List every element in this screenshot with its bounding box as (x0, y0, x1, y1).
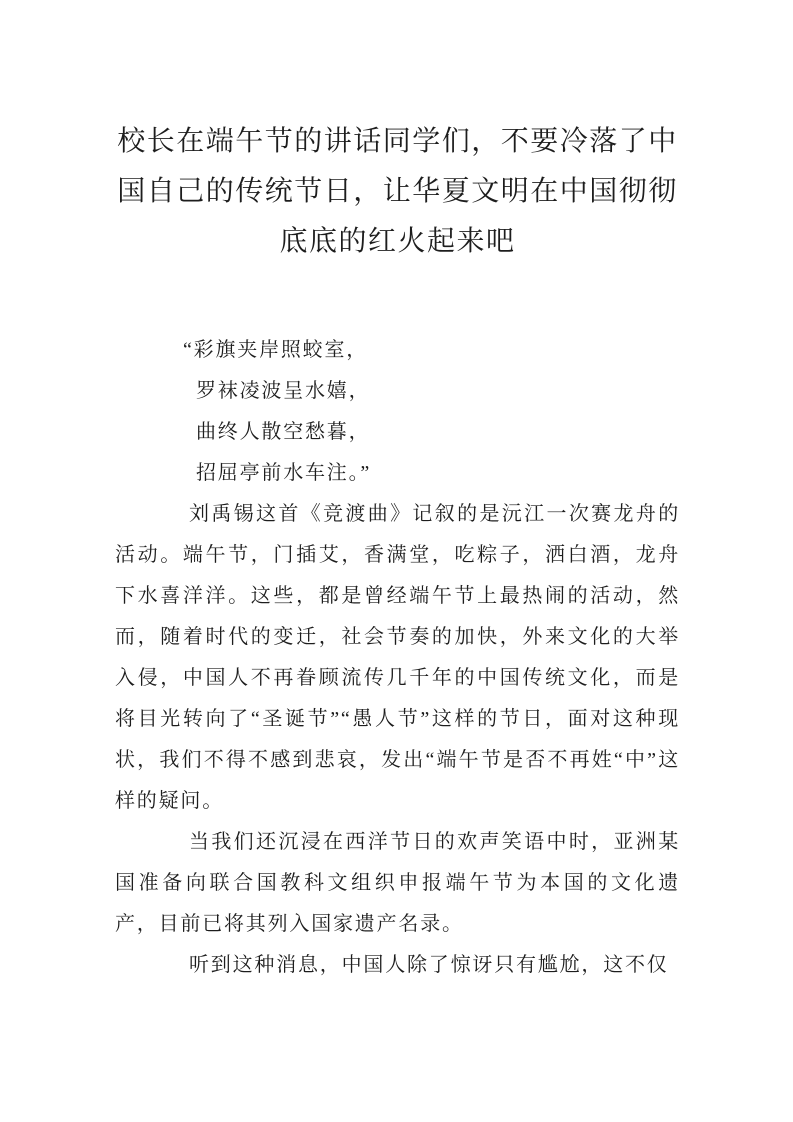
paragraph: 听到这种消息，中国人除了惊讶只有尴尬，这不仅 (189, 954, 669, 976)
poem-line: 罗袜凌波呈水嬉， (196, 380, 371, 402)
poem-line: 曲终人散空愁暮， (196, 421, 371, 443)
paragraph: 当我们还沉浸在西洋节日的欢声笑语中时，亚洲某国准备向联合国教科文组织申报端午节为本国的文化遗产，目前已将其列入国家遗产名录。 (115, 831, 680, 935)
document-body (115, 330, 680, 986)
paragraph: 刘禹锡这首《竞渡曲》记叙的是沅江一次赛龙舟的活动。端午节，门插艾，香满堂，吃粽子，洒白酒，龙舟下水喜洋洋。这些，都是曾经端午节上最热闹的活动，然而，随着时代的变迁，社会节奏的加快，外来文化的大举入侵，中国人不再眷顾流传几千年的中国传统文化，而是将目光转向了“圣诞节”“愚人节”这样的节日，面对这种现状，我们不得不感到悲哀，发出“端午节是否不再姓“中”这样的疑问。 (115, 503, 680, 812)
poem-block (115, 330, 680, 494)
poem-line: “彩旗夹岸照蛟室， (183, 339, 369, 361)
document-title: 校长在端午节的讲话同学们，不要冷落了中国自己的传统节日，让华夏文明在中国彻彻底底的红火起来吧 (117, 126, 678, 257)
poem-line: 招屈亭前水车注。” (196, 462, 372, 484)
